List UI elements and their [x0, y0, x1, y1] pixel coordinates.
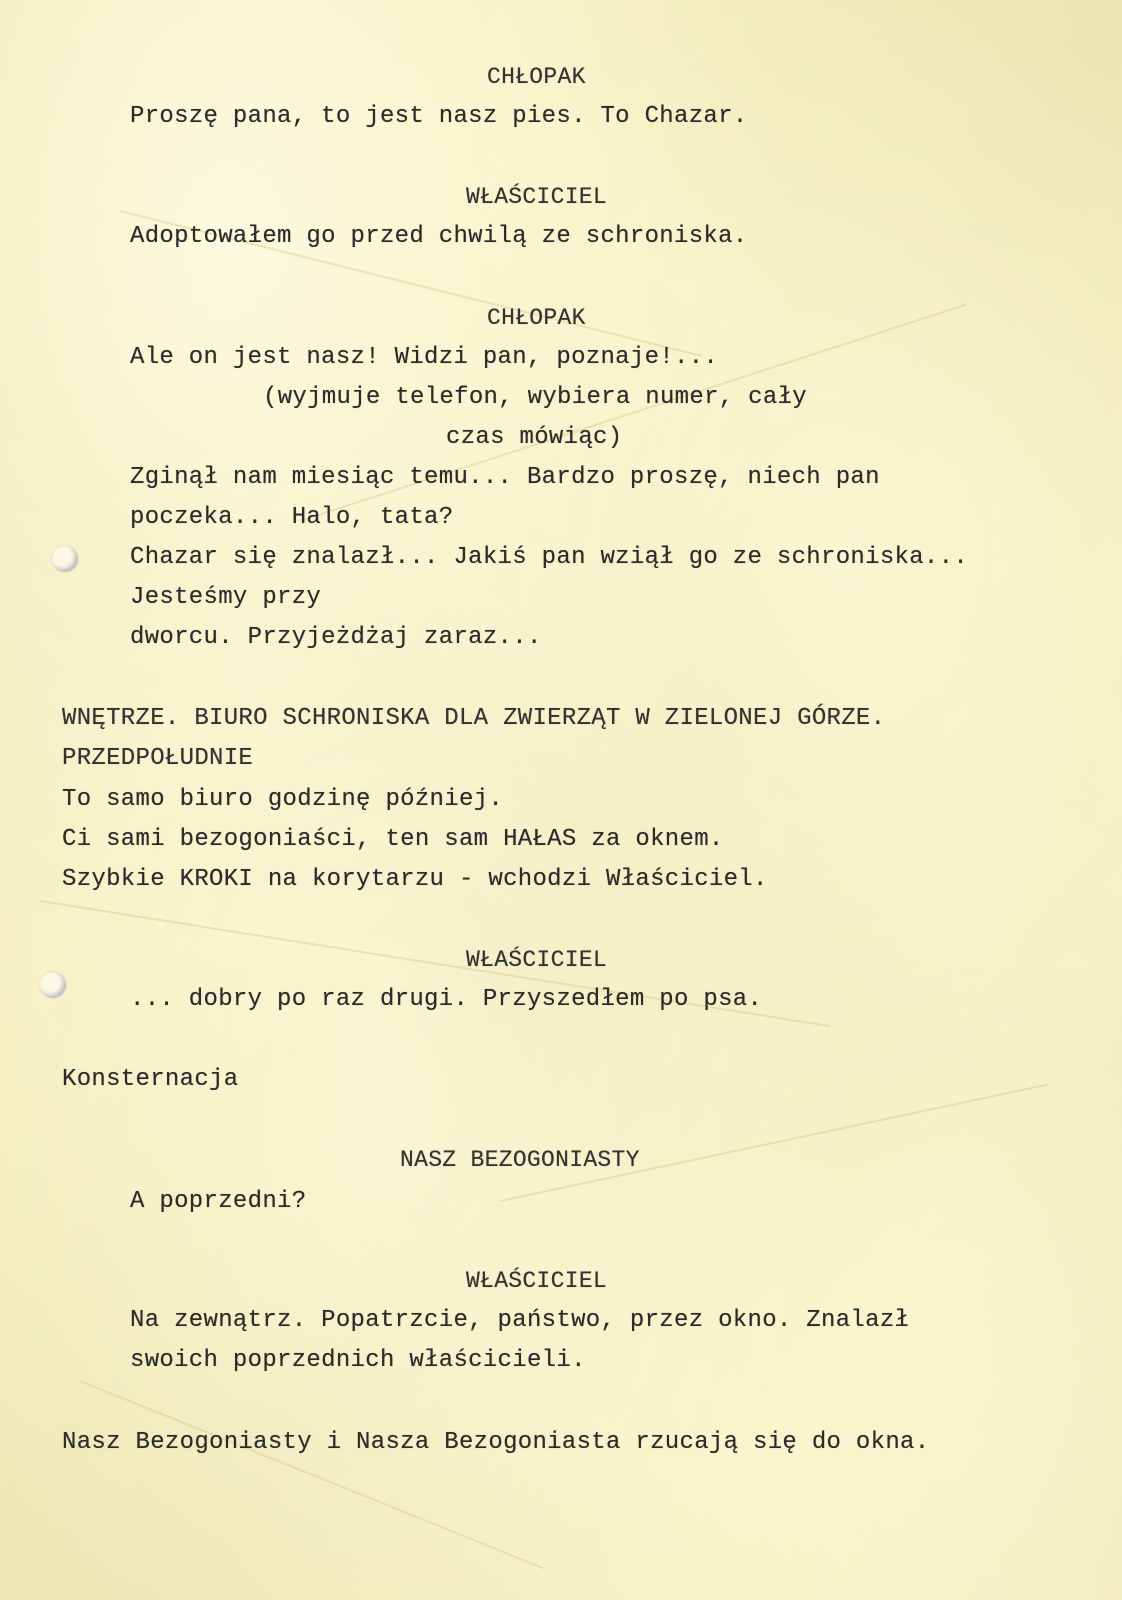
action-line: Nasz Bezogoniasty i Nasza Bezogoniasta rzucają się do okna. [62, 1429, 930, 1456]
scene-heading: WNĘTRZE. BIURO SCHRONISKA DLA ZWIERZĄT W ZIELONEJ GÓRZE. [62, 705, 886, 732]
dialogue-line: poczeka... Halo, tata? [130, 504, 454, 531]
character-name: CHŁOPAK [487, 305, 586, 331]
dialogue-line: Chazar się znalazł... Jakiś pan wziął go ze schroniska... [130, 544, 969, 571]
scene-heading: PRZEDPOŁUDNIE [62, 745, 254, 772]
action-line: Szybkie KROKI na korytarzu - wchodzi Właściciel. [62, 866, 768, 893]
action-line: Ci sami bezogoniaści, ten sam HAŁAS za oknem. [62, 826, 724, 853]
parenthetical-line: czas mówiąc) [446, 424, 623, 451]
paper-crease [500, 1084, 1048, 1202]
dialogue-line: Proszę pana, to jest nasz pies. To Chazar. [130, 103, 748, 130]
character-name: WŁAŚCICIEL [466, 947, 608, 973]
dialogue-line: swoich poprzednich właścicieli. [130, 1347, 586, 1374]
parenthetical-line: (wyjmuje telefon, wybiera numer, cały [263, 384, 807, 411]
paper-crease [80, 1380, 544, 1569]
action-line: Konsternacja [62, 1066, 239, 1093]
character-name: WŁAŚCICIEL [466, 184, 608, 210]
punch-hole [40, 972, 66, 998]
action-line: To samo biuro godzinę później. [62, 786, 504, 813]
character-name: WŁAŚCICIEL [466, 1268, 608, 1294]
dialogue-line: Zginął nam miesiąc temu... Bardzo proszę, niech pan [130, 464, 880, 491]
dialogue-line: Na zewnątrz. Popatrzcie, państwo, przez okno. Znalazł [130, 1307, 910, 1334]
character-name: NASZ BEZOGONIASTY [400, 1147, 640, 1173]
punch-hole [52, 546, 78, 572]
dialogue-line: Jesteśmy przy [130, 584, 322, 611]
dialogue-line: Ale on jest nasz! Widzi pan, poznaje!... [130, 344, 719, 371]
dialogue-line: Adoptowałem go przed chwilą ze schroniska. [130, 223, 748, 250]
dialogue-line: dworcu. Przyjeżdżaj zaraz... [130, 624, 542, 651]
character-name: CHŁOPAK [487, 64, 586, 90]
dialogue-line: ... dobry po raz drugi. Przyszedłem po psa. [130, 986, 763, 1013]
dialogue-line: A poprzedni? [130, 1188, 307, 1215]
